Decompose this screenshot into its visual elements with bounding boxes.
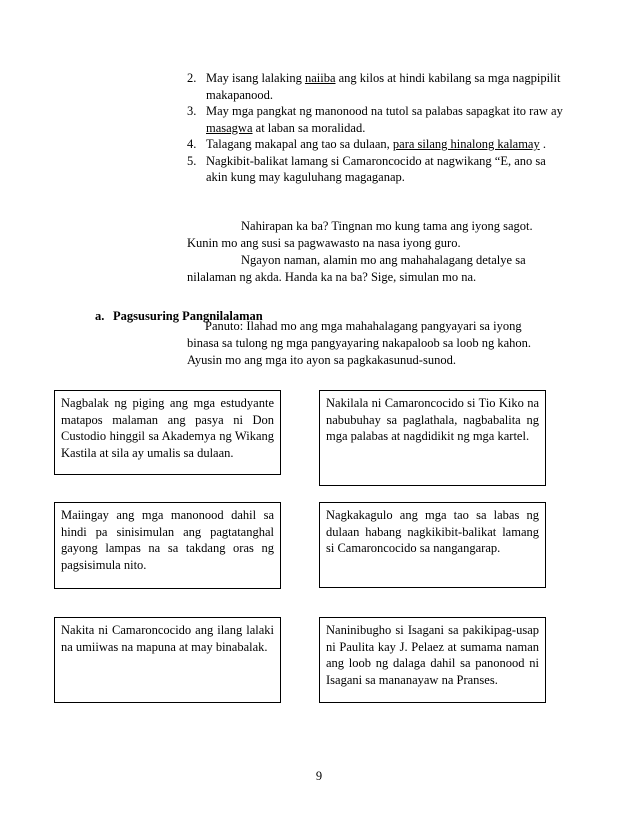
underlined-term: naiiba	[304, 71, 336, 85]
event-box	[319, 617, 546, 703]
list-text-run: Nagkibit-balikat lamang si Camaroncocido at nagwikang “E, ano sa akin kung may kaguluhang magaganap.	[206, 153, 546, 184]
list-text-run: May isang lalaking	[206, 71, 305, 85]
event-box	[319, 390, 546, 486]
list-item	[187, 153, 567, 186]
list-item-text	[206, 70, 567, 103]
list-text-run: May mga pangkat ng manonood na tutol sa palabas sapagkat ito raw ay	[206, 104, 563, 118]
event-box	[54, 617, 281, 703]
event-text: Nakilala ni Camaroncocido si Tio Kiko na nabubuhay sa paglathala, nagbabalita ng mga palabas at nagdidikit ng mga kartel.	[326, 396, 539, 443]
instruction-paragraph-1	[187, 218, 557, 286]
event-box	[319, 502, 546, 588]
list-text-run: at laban sa moralidad.	[252, 120, 366, 135]
list-item-number: 2.	[187, 71, 197, 85]
list-item-text	[206, 103, 567, 136]
underlined-term: para silang hinalong kalamay	[392, 137, 540, 151]
list-text-run: ang kilos at hindi kabilang sa mga nagpipilit makapanood.	[206, 71, 561, 102]
list-item-text	[206, 153, 567, 186]
section-letter: a.	[95, 309, 105, 323]
panuto-line: binasa sa tulong ng mga pangyayaring nakapaloob sa loob ng kahon.	[187, 336, 532, 350]
instruction-line: Ngayon naman, alamin mo ang mahahalagang detalye sa	[241, 253, 526, 267]
event-text: Nakita ni Camaroncocido ang ilang lalaki na umiiwas na mapuna at may binabalak.	[61, 623, 274, 654]
list-item-number: 4.	[187, 137, 197, 151]
instruction-line: Kunin mo ang susi sa pagwawasto na nasa iyong guro.	[187, 236, 461, 250]
panuto-line: Panuto: Ilahad mo ang mga mahahalagang pangyayari sa iyong	[205, 319, 522, 333]
list-text-run: Talagang makapal ang tao sa dulaan,	[206, 137, 393, 151]
underlined-term: masagwa	[206, 120, 253, 135]
event-text: Maiingay ang mga manonood dahil sa hindi pa sinisimulan ang pagtatanghal gayong lampas na sa takdang oras ng pagsisimula nito.	[61, 508, 274, 572]
section-title: Pagsusuring Pangnilalaman	[113, 309, 263, 323]
numbered-list	[187, 70, 567, 186]
instruction-line: nilalaman ng akda. Handa ka na ba? Sige, simulan mo na.	[187, 270, 477, 284]
list-item	[187, 103, 567, 136]
list-item-number: 5.	[187, 153, 197, 168]
page-number: 9	[315, 769, 323, 783]
list-item-number: 3.	[187, 104, 197, 118]
list-text-run: .	[539, 137, 546, 151]
panuto-paragraph	[187, 318, 557, 369]
list-item	[187, 136, 567, 153]
event-box	[54, 502, 281, 589]
list-item-text	[206, 136, 567, 153]
event-text: Nagkakagulo ang mga tao sa labas ng dulaan habang nagkikibit-balikat lamang si Camaroncocido sa nangangarap.	[326, 508, 539, 555]
panuto-line: Ayusin mo ang mga ito ayon sa pagkakasunud-sunod.	[187, 353, 456, 367]
event-text: Naninibugho si Isagani sa pakikipag-usap ni Paulita kay J. Pelaez at sumama naman ang loob ng dalaga dahil sa panonood ni Isagani sa mananayaw na Pranses.	[326, 623, 539, 687]
event-text: Nagbalak ng piging ang mga estudyante matapos malaman ang pasya ni Don Custodio hinggil sa Akademya ng Wikang Kastila at sila ay umalis sa dulaan.	[61, 396, 274, 460]
event-box	[54, 390, 281, 475]
instruction-line: Nahirapan ka ba? Tingnan mo kung tama ang iyong sagot.	[241, 219, 533, 233]
list-item	[187, 70, 567, 103]
